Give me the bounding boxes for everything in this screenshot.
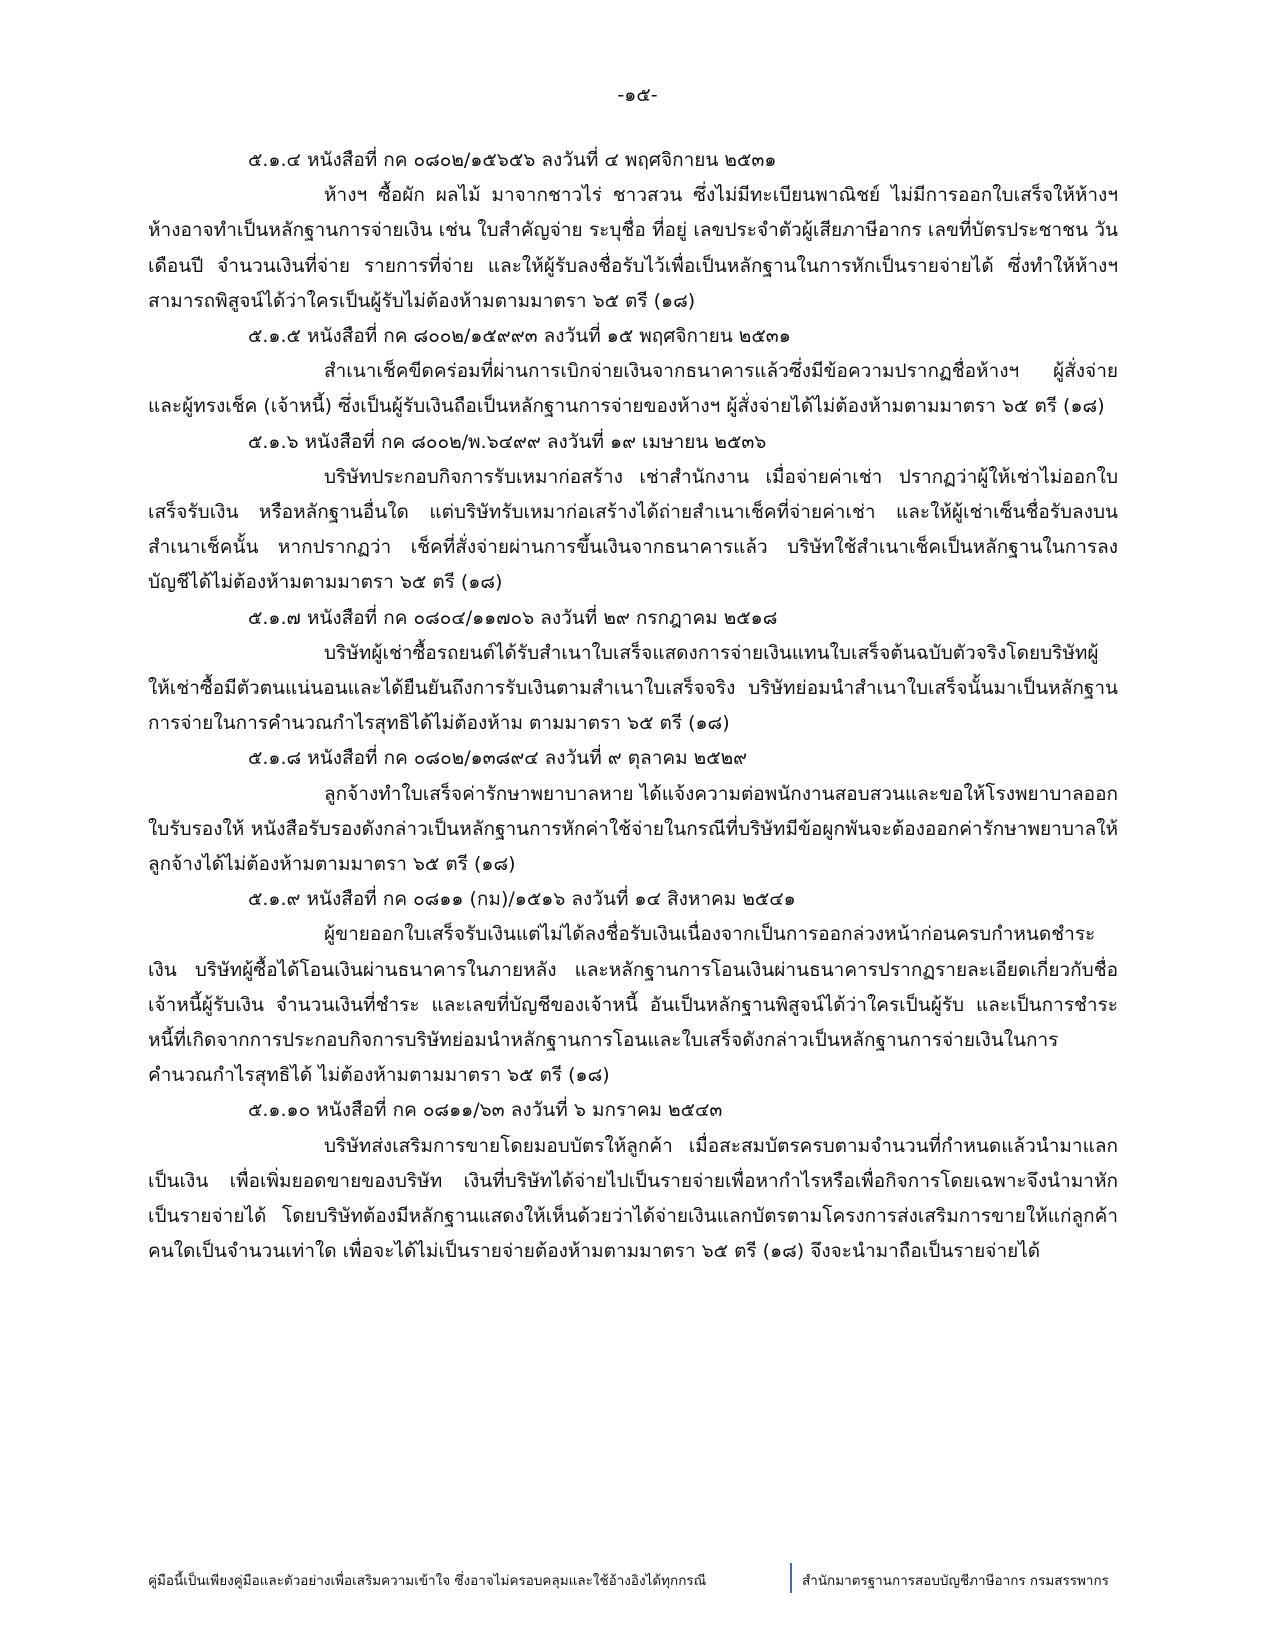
section-heading: ๕.๑.๗ หนังสือที่ กค ๐๘๐๔/๑๑๗๐๖ ลงวันที่ ๒๙ กรกฎาคม ๒๕๑๘ [248,606,778,629]
section-5-1-8 [148,741,1118,882]
footer-divider [790,1563,792,1593]
section-5-1-6 [148,425,1118,601]
section-body: สำเนาเช็คขีดคร่อมที่ผ่านการเบิกจ่ายเงินจากธนาคารแล้วซึ่งมีข้อความปรากฏชื่อห้างฯ ผู้สั่งจ่าย และผู้ทรงเช็ค (เจ้าหนี้) ซึ่งเป็นผู้รับเงินถือเป็นหลักฐานการจ่ายของห้างฯ ผู้สั่งจ่ายได้ไม่ต้องห้ามตามมาตรา ๖๕ ตรี (๑๘) [148,360,1118,418]
section-heading: ๕.๑.๕ หนังสือที่ กค ๘๐๐๒/๑๕๙๙๓ ลงวันที่ ๑๕ พฤศจิกายน ๒๕๓๑ [248,325,791,348]
section-5-1-4 [148,143,1118,319]
section-body: บริษัทส่งเสริมการขายโดยมอบบัตรให้ลูกค้า เมื่อสะสมบัตรครบตามจำนวนที่กำหนดแล้วนำมาแลกเป็นเงิน เพื่อเพิ่มยอดขายของบริษัท เงินที่บริษัทได้จ่ายไปเป็นรายจ่ายเพื่อหากำไรหรือเพื่อกิจการโดยเฉพาะจึงนำมาหักเป็นรายจ่ายได้ โดยบริษัทต้องมีหลักฐานแสดงให้เห็นด้วยว่าได้จ่ายเงินแลกบัตรตามโครงการส่งเสริมการขายให้แก่ลูกค้าคนใดเป็นจำนวนเท่าใด เพื่อจะได้ไม่เป็นรายจ่ายต้องห้ามตามมาตรา ๖๕ ตรี (๑๘) จึงจะนำมาถือเป็นรายจ่ายได้ [148,1134,1118,1263]
page-footer [0,1563,1275,1593]
footer-disclaimer: คู่มือนี้เป็นเพียงคู่มือและตัวอย่างเพื่อเสริมความเข้าใจ ซึ่งอาจไม่ครอบคลุมและใช้อ้างอิงได้ทุกกรณี [148,1573,707,1589]
section-body: บริษัทผู้เช่าซื้อรถยนต์ได้รับสำเนาใบเสร็จแสดงการจ่ายเงินแทนใบเสร็จต้นฉบับตัวจริงโดยบริษัทผู้ให้เช่าซื้อมีตัวตนแน่นอนและได้ยืนยันถึงการรับเงินตามสำเนาใบเสร็จจริง บริษัทย่อมนำสำเนาใบเสร็จนั้นมาเป็นหลักฐานการจ่ายในการคำนวณกำไรสุทธิได้ไม่ต้องห้าม ตามมาตรา ๖๕ ตรี (๑๘) [148,641,1118,735]
document-body [148,143,1118,1270]
section-heading: ๕.๑.๙ หนังสือที่ กค ๐๘๑๑ (กม)/๑๕๑๖ ลงวันที่ ๑๔ สิงหาคม ๒๕๔๑ [248,888,796,911]
section-body: ผู้ขายออกใบเสร็จรับเงินแต่ไม่ได้ลงชื่อรับเงินเนื่องจากเป็นการออกล่วงหน้าก่อนครบกำหนดชำระเงิน บริษัทผู้ซื้อได้โอนเงินผ่านธนาคารในภายหลัง และหลักฐานการโอนเงินผ่านธนาคารปรากฏรายละเอียดเกี่ยวกับชื่อเจ้าหนี้ผู้รับเงิน จำนวนเงินที่ชำระ และเลขที่บัญชีของเจ้าหนี้ อันเป็นหลักฐานพิสูจน์ได้ว่าใครเป็นผู้รับ และเป็นการชำระหนี้ที่เกิดจากการประกอบกิจการบริษัทย่อมนำหลักฐานการโอนและใบเสร็จดังกล่าวเป็นหลักฐานการจ่ายเงินในการคำนวณกำไรสุทธิได้ ไม่ต้องห้ามตามมาตรา ๖๕ ตรี (๑๘) [148,923,1118,1087]
section-heading: ๕.๑.๘ หนังสือที่ กค ๐๘๐๒/๑๓๘๙๔ ลงวันที่ ๙ ตุลาคม ๒๕๒๙ [248,747,748,770]
section-body: ลูกจ้างทำใบเสร็จค่ารักษาพยาบาลหาย ได้แจ้งความต่อพนักงานสอบสวนและขอให้โรงพยาบาลออกใบรับรองให้ หนังสือรับรองดังกล่าวเป็นหลักฐานการหักค่าใช้จ่ายในกรณีที่บริษัทมีข้อผูกพันจะต้องออกค่ารักษาพยาบาลให้ลูกจ้างได้ไม่ต้องห้ามตามมาตรา ๖๕ ตรี (๑๘) [148,782,1118,876]
footer-organization: สำนักมาตรฐานการสอบบัญชีภาษีอากร กรมสรรพากร [802,1573,1109,1589]
section-heading: ๕.๑.๖ หนังสือที่ กค ๘๐๐๒/พ.๖๔๙๙ ลงวันที่ ๑๙ เมษายน ๒๕๓๖ [248,430,767,453]
section-heading: ๕.๑.๔ หนังสือที่ กค ๐๘๐๒/๑๕๖๕๖ ลงวันที่ ๔ พฤศจิกายน ๒๕๓๑ [248,149,777,171]
section-5-1-10 [148,1093,1118,1269]
section-body: บริษัทประกอบกิจการรับเหมาก่อสร้าง เช่าสำนักงาน เมื่อจ่ายค่าเช่า ปรากฏว่าผู้ให้เช่าไม่ออกใบเสร็จรับเงิน หรือหลักฐานอื่นใด แต่บริษัทรับเหมาก่อเสร้างได้ถ่ายสำเนาเช็คที่จ่ายค่าเช่า และให้ผู้เช่าเซ็นชื่อรับลงบนสำเนาเช็คนั้น หากปรากฏว่า เช็คที่สั่งจ่ายผ่านการขึ้นเงินจากธนาคารแล้ว บริษัทใช้สำเนาเช็คเป็นหลักฐานในการลงบัญชีได้ไม่ต้องห้ามตามมาตรา ๖๕ ตรี (๑๘) [148,465,1118,594]
section-5-1-9 [148,882,1118,1093]
section-5-1-7 [148,601,1118,742]
section-5-1-5 [148,319,1118,425]
page-number: -๑๕- [617,84,658,106]
section-heading: ๕.๑.๑๐ หนังสือที่ กค ๐๘๑๑/๖๓ ลงวันที่ ๖ มกราคม ๒๕๔๓ [248,1099,723,1122]
section-body: ห้างฯ ซื้อผัก ผลไม้ มาจากชาวไร่ ชาวสวน ซึ่งไม่มีทะเบียนพาณิชย์ ไม่มีการออกใบเสร็จให้ห้างฯ ห้างอาจทำเป็นหลักฐานการจ่ายเงิน เช่น ใบสำคัญจ่าย ระบุชื่อ ที่อยู่ เลขประจำตัวผู้เสียภาษีอากร เลขที่บัตรประชาชน วันเดือนปี จำนวนเงินที่จ่าย รายการที่จ่าย และให้ผู้รับลงชื่อรับไว้เพื่อเป็นหลักฐานในการหักเป็นรายจ่ายได้ ซึ่งทำให้ห้างฯ สามารถพิสูจน์ได้ว่าใครเป็นผู้รับไม่ต้องห้ามตามมาตรา ๖๕ ตรี (๑๘) [148,184,1118,312]
